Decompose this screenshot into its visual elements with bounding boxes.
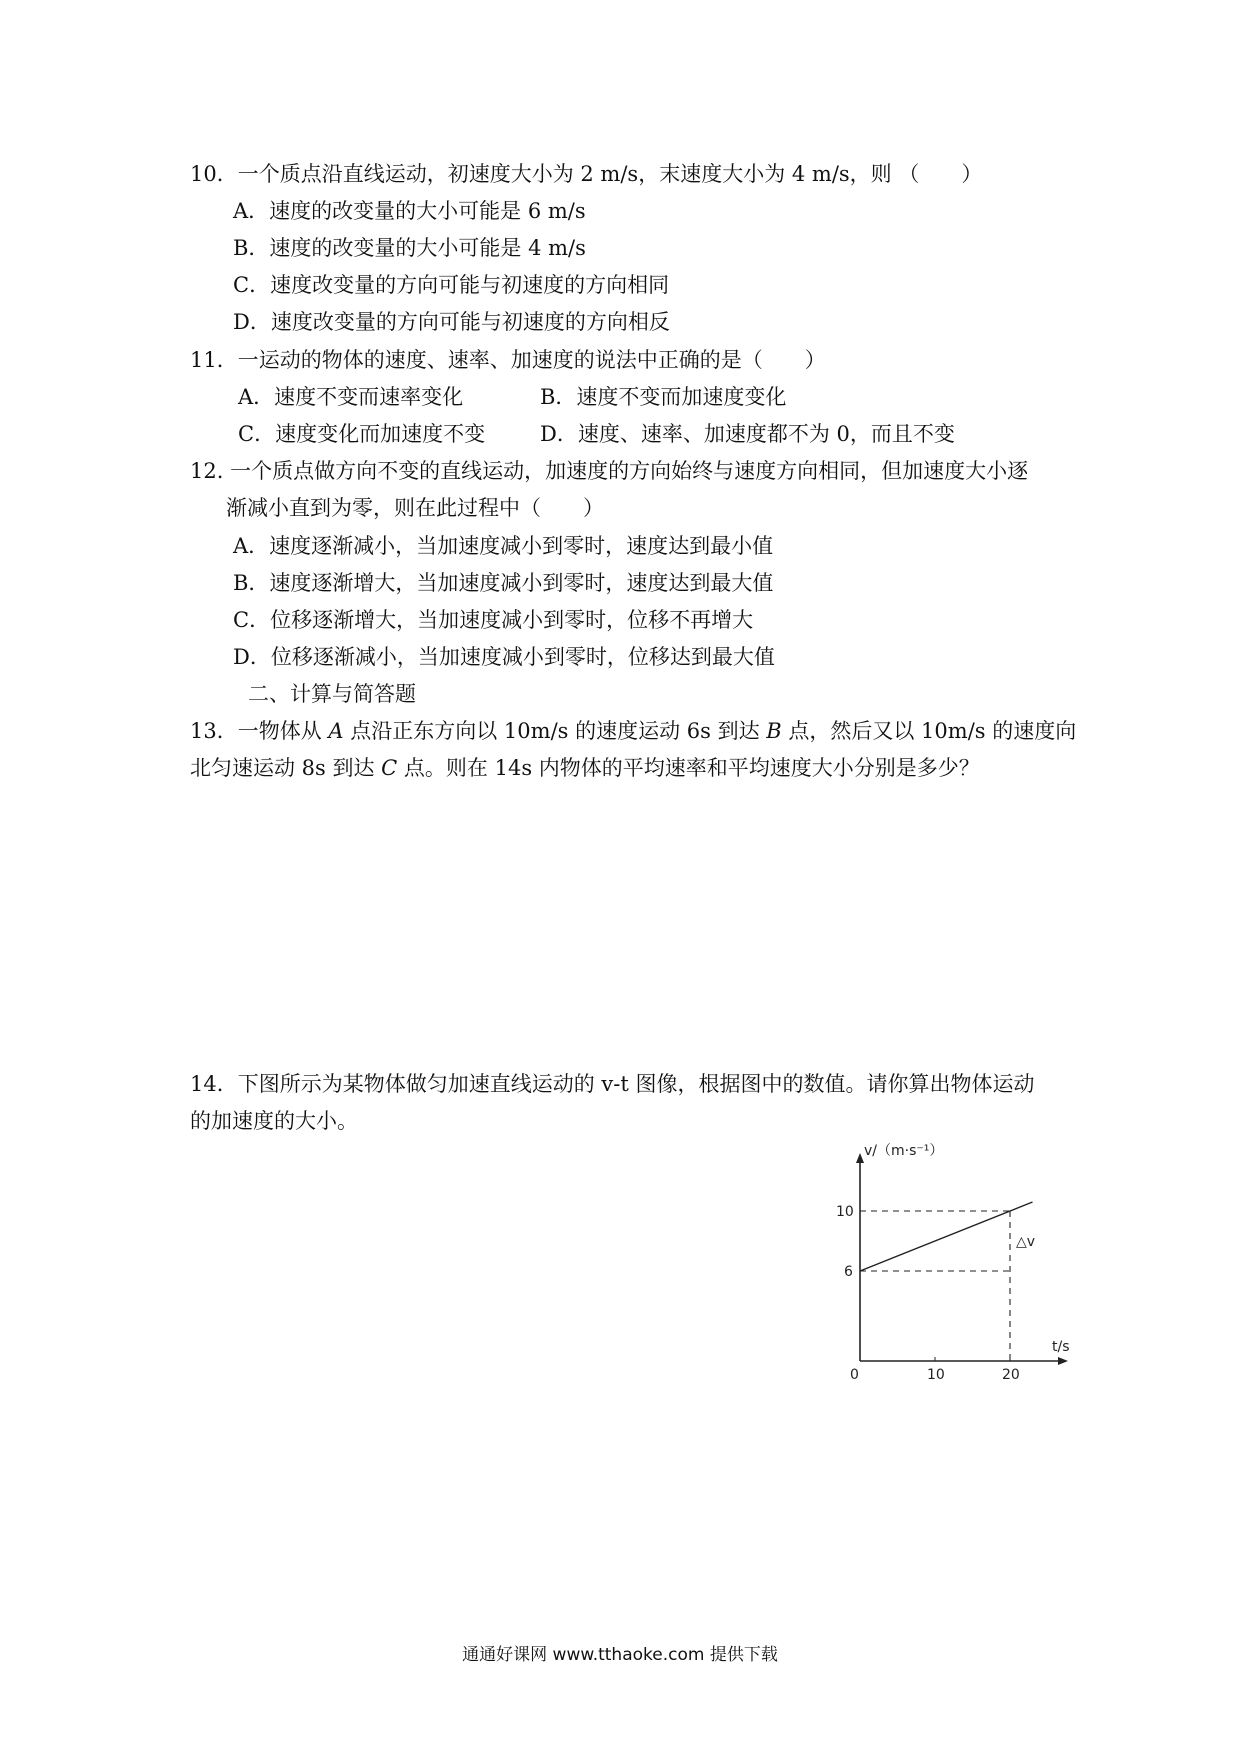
- q10-option-b: B．速度的改变量的大小可能是 4 m/s: [233, 236, 586, 260]
- x-tick-label: 20: [1002, 1367, 1020, 1383]
- q10-option-a: A．速度的改变量的大小可能是 6 m/s: [233, 199, 586, 223]
- q13-line1: [190, 717, 1076, 745]
- y-tick-label: 6: [844, 1264, 853, 1280]
- q10-option-d: D．速度改变量的方向可能与初速度的方向相反: [233, 310, 670, 334]
- point-b-label: B: [766, 719, 782, 743]
- q12-stem-line2: 渐减小直到为零，则在此过程中（ ）: [226, 496, 604, 520]
- q12-option-d: D．位移逐渐减小，当加速度减小到零时，位移达到最大值: [233, 645, 775, 669]
- y-tick-label: 10: [836, 1204, 854, 1220]
- point-c-label: C: [381, 756, 398, 780]
- q11-option-d: D．速度、速率、加速度都不为 0，而且不变: [540, 422, 955, 446]
- q12-option-b: B．速度逐渐增大，当加速度减小到零时，速度达到最大值: [233, 571, 774, 595]
- q13-text: 点，然后又以 10m/s 的速度向: [781, 719, 1077, 743]
- q12-option-c: C．位移逐渐增大，当加速度减小到零时，位移不再增大: [233, 608, 754, 632]
- vt-graph: [830, 1136, 1070, 1396]
- q11-stem: 11．一运动的物体的速度、速率、加速度的说法中正确的是（ ）: [190, 348, 826, 372]
- q13-text: 北匀速运动 8s 到达: [190, 756, 382, 780]
- series-line: [860, 1202, 1036, 1271]
- delta-v-annotation: △v: [1016, 1234, 1036, 1250]
- q13-text: 点。则在 14s 内物体的平均速率和平均速度大小分别是多少？: [397, 756, 980, 780]
- q14-line1: 14．下图所示为某物体做匀加速直线运动的 v-t 图像，根据图中的数值。请你算出物体运动: [190, 1072, 1035, 1096]
- q13-line2: [190, 754, 980, 782]
- page-footer: 通通好课网 www.tthaoke.com 提供下载: [462, 1645, 778, 1665]
- q11-option-c: C．速度变化而加速度不变: [238, 422, 486, 446]
- x-tick-label: 10: [927, 1367, 945, 1383]
- q14-line2: 的加速度的大小。: [190, 1109, 358, 1133]
- x-axis-arrow: [1058, 1357, 1068, 1365]
- y-axis-arrow: [856, 1153, 864, 1163]
- y-axis-label: v/（m·s⁻¹）: [864, 1143, 944, 1159]
- q10-stem: 10．一个质点沿直线运动，初速度大小为 2 m/s，末速度大小为 4 m/s，则 （ ）: [190, 162, 983, 186]
- q11-option-b: B．速度不变而加速度变化: [540, 385, 787, 409]
- q11-option-a: A．速度不变而速率变化: [238, 385, 464, 409]
- origin-label: 0: [850, 1367, 859, 1383]
- q13-text: 13．一物体从: [190, 719, 329, 743]
- q13-text: 点沿正东方向以 10m/s 的速度运动 6s 到达: [343, 719, 767, 743]
- point-a-label: A: [328, 719, 344, 743]
- section-title: 二、计算与简答题: [248, 682, 416, 706]
- q10-option-c: C．速度改变量的方向可能与初速度的方向相同: [233, 273, 670, 297]
- q12-stem-line1: 12. 一个质点做方向不变的直线运动，加速度的方向始终与速度方向相同，但加速度大小逐: [190, 459, 1029, 483]
- q12-option-a: A．速度逐渐减小，当加速度减小到零时，速度达到最小值: [233, 534, 774, 558]
- x-axis-label: t/s: [1052, 1339, 1070, 1355]
